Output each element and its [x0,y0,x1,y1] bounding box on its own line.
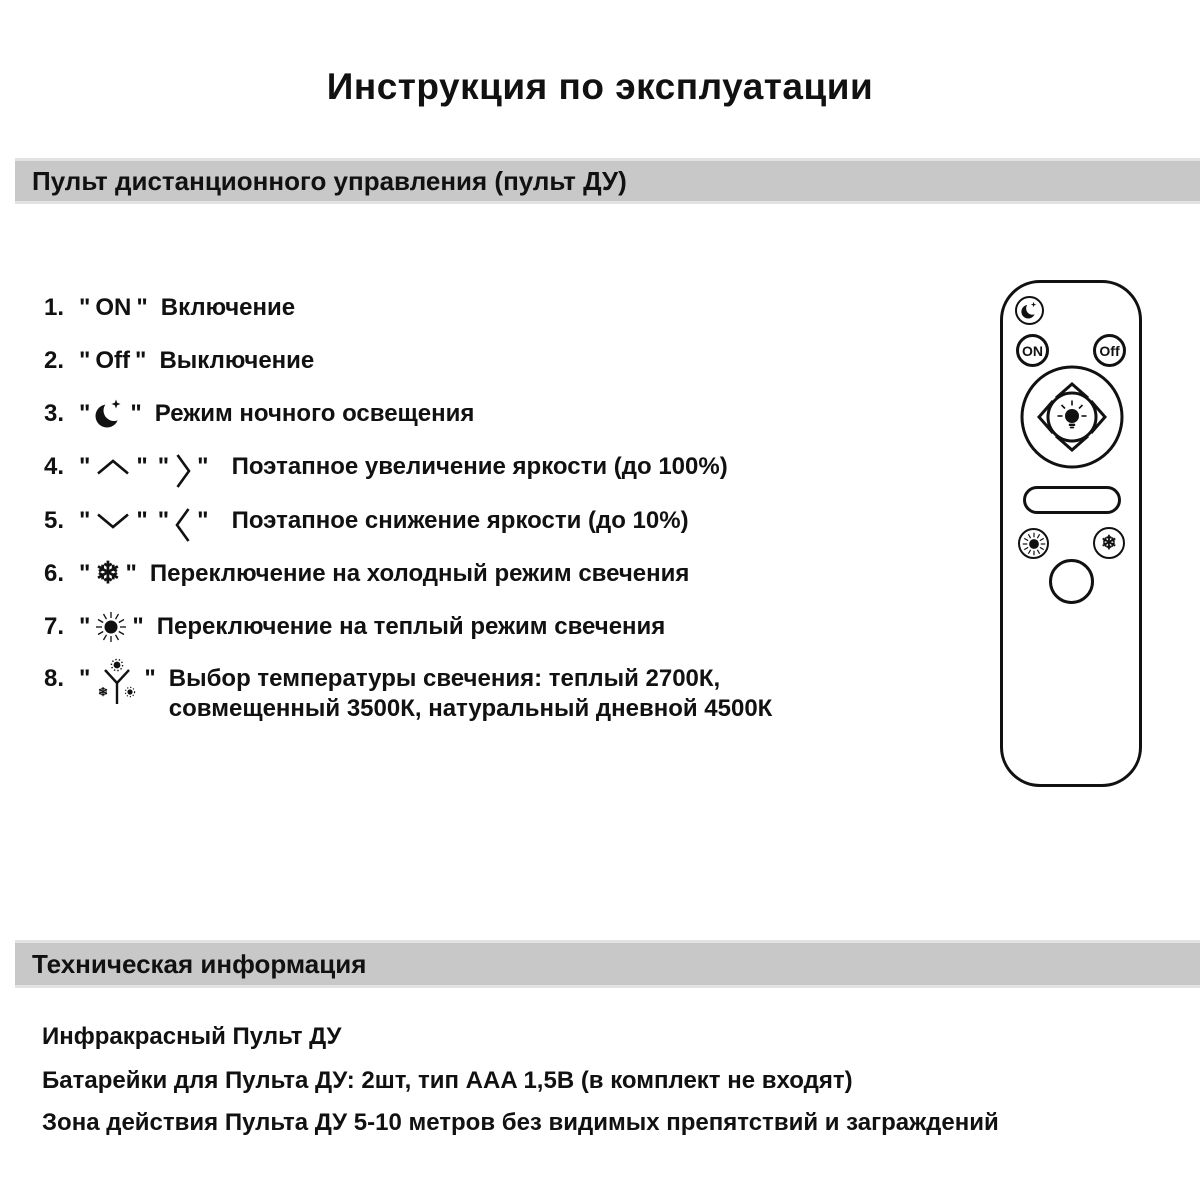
quote-mark: " [79,560,91,587]
quote-mark: " [136,453,148,480]
moon-icon [1021,301,1039,320]
quote-mark: " [132,613,144,640]
quote-mark: " [136,294,148,321]
item-number: 6. [44,560,65,587]
item-number: 5. [44,507,65,534]
chevron-down-icon [95,512,131,530]
chevron-right-icon [174,452,192,490]
quote-mark: " [79,507,91,534]
quote-mark: " [130,400,142,427]
warm-sun-icon [1022,532,1046,556]
quote-mark: " [197,507,209,534]
item-text: Выбор температуры свечения: теплый 2700К, совмещенный 3500К, натуральный дневной 4500К [168,665,773,722]
item-number: 1. [44,294,65,321]
brightness-nav-pad [1017,362,1127,472]
item-text: Режим ночного освещения [154,400,475,427]
tech-info-line-2: Батарейки для Пульта ДУ: 2шт, тип AAA 1,5В (в комплект не входят) [42,1067,853,1094]
instruction-item-6 [44,557,689,591]
pill-button [1023,486,1121,514]
item-text: Переключение на теплый режим свечения [156,613,666,640]
section-header-tech [15,940,1200,988]
item-number: 7. [44,613,65,640]
section-header-tech-label: Техническая информация [32,948,367,979]
quote-mark: " [79,400,91,427]
item-number: 3. [44,400,65,427]
item-number: 2. [44,347,65,374]
item-text: Поэтапное снижение яркости (до 10%) [231,507,689,534]
instruction-item-5 [44,504,689,538]
instruction-item-1 [44,291,295,325]
quote-mark: " [79,294,91,321]
tech-info-line-1: Инфракрасный Пульт ДУ [42,1023,342,1050]
cold-snowflake-icon: ❄ [1101,532,1117,554]
item-text: Включение [160,294,296,321]
page-title: Инструкция по эксплуатации [326,66,874,107]
quote-mark: " [197,453,209,480]
quote-mark: " [79,347,91,374]
section-header-remote [15,158,1200,204]
quote-mark: " [125,560,137,587]
item-number: 8. [44,665,65,692]
item-text: Выключение [159,347,315,374]
instruction-item-4 [44,450,728,484]
quote-mark: " [79,613,91,640]
quote-mark: " [79,453,91,480]
item-number: 4. [44,453,65,480]
item-text: Поэтапное увеличение яркости (до 100%) [231,453,728,480]
quote-mark: " [157,453,170,480]
on-symbol: ON [95,294,132,321]
instruction-item-7 [44,610,665,644]
instruction-item-8 [44,664,772,724]
quote-mark: " [79,665,91,692]
snowflake-icon: ❄ [95,557,121,590]
tech-info-line-3: Зона действия Пульта ДУ 5-10 метров без видимых препятствий и заграждений [42,1109,999,1136]
color-temperature-icon [95,658,139,706]
on-button-label: ON [1022,342,1043,359]
instruction-item-3 [44,397,474,431]
quote-mark: " [157,507,170,534]
quote-mark: " [135,347,147,374]
mini-snowflake-icon: ❄ [98,685,109,699]
chevron-up-icon [95,458,131,476]
bulb-icon [1058,401,1087,429]
moon-icon [95,398,125,430]
quote-mark: " [144,665,156,692]
chevron-left-icon [174,506,192,544]
plain-round-button [1049,559,1094,604]
off-symbol: Off [95,347,131,374]
warm-mode-button [1018,528,1049,559]
off-button-label: Off [1099,342,1120,359]
item-text: Переключение на холодный режим свечения [149,560,690,587]
quote-mark: " [136,507,148,534]
remote-illustration [1000,280,1142,787]
section-header-remote-label: Пульт дистанционного управления (пульт ДУ) [32,165,627,196]
night-mode-button [1015,296,1044,325]
sun-icon [95,611,127,643]
instruction-item-2 [44,344,314,378]
cold-mode-button [1093,527,1125,559]
